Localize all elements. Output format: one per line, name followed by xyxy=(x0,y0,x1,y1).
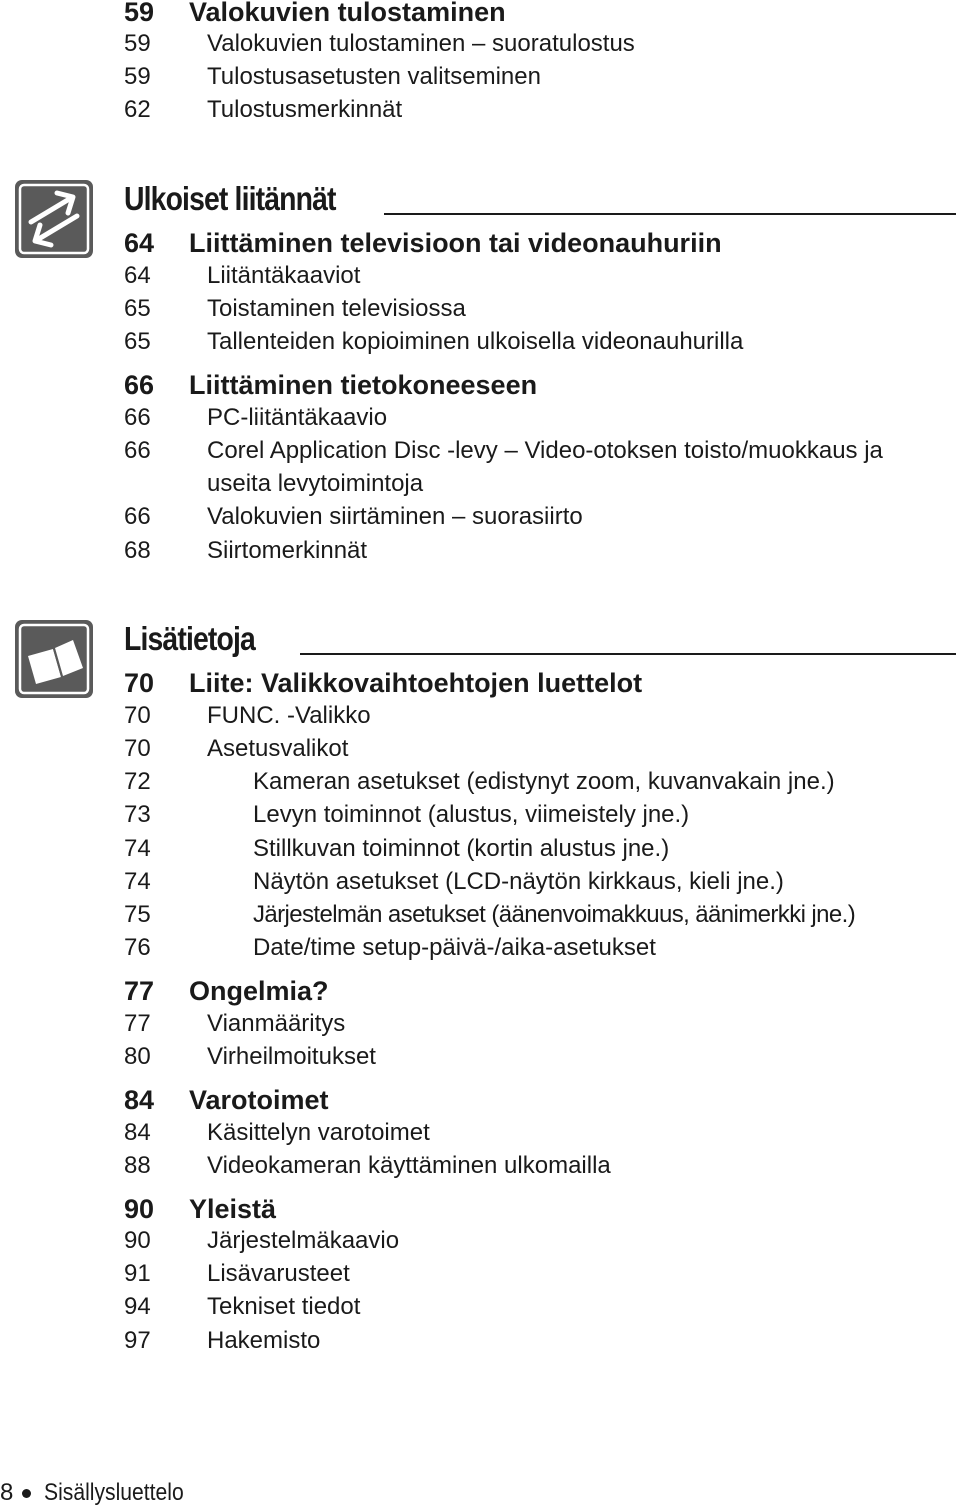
item-title: Näytön asetukset (LCD-näytön kirkkaus, kieli jne.) xyxy=(253,868,784,895)
open-book-icon xyxy=(13,618,95,700)
page-number: 65 xyxy=(124,295,151,322)
item-title: Hakemisto xyxy=(207,1327,321,1354)
item-title: Valokuvien siirtäminen – suorasiirto xyxy=(207,503,583,530)
page-number: 59 xyxy=(124,0,155,27)
item-title: PC-liitäntäkaavio xyxy=(207,404,388,431)
section-rule xyxy=(300,653,956,655)
section-title-external: Ulkoiset liitännät xyxy=(124,180,336,217)
page-number: 84 xyxy=(124,1085,155,1115)
item-title: Järjestelmäkaavio xyxy=(207,1227,400,1254)
page-number: 80 xyxy=(124,1043,151,1070)
page-number: 62 xyxy=(124,96,151,123)
item-title: Toistaminen televisiossa xyxy=(207,295,466,322)
heading-title: Varotoimet xyxy=(189,1085,329,1115)
item-title: Asetusvalikot xyxy=(207,735,349,762)
page-number: 77 xyxy=(124,976,155,1006)
item-title: Tulostusmerkinnät xyxy=(207,96,403,123)
section-title-info: Lisätietoja xyxy=(124,620,255,657)
page-number: 84 xyxy=(124,1119,151,1146)
heading-title: Liittäminen televisioon tai videonauhuriin xyxy=(189,228,722,258)
heading-title: Valokuvien tulostaminen xyxy=(189,0,506,27)
item-title: Virheilmoitukset xyxy=(207,1043,376,1070)
page-number: 68 xyxy=(124,537,151,564)
page-number: 74 xyxy=(124,835,151,862)
page-number: 70 xyxy=(124,702,151,729)
page-number: 59 xyxy=(124,63,151,90)
page-number: 59 xyxy=(124,30,151,57)
page-number: 76 xyxy=(124,934,151,961)
heading-title: Liittäminen tietokoneeseen xyxy=(189,370,538,400)
heading-title: Ongelmia? xyxy=(189,976,329,1006)
item-title: Järjestelmän asetukset (äänenvoimakkuus, äänimerkki jne.) xyxy=(253,901,856,928)
item-title: Stillkuvan toiminnot (kortin alustus jne.) xyxy=(253,835,670,862)
page-number: 90 xyxy=(124,1227,151,1254)
page-number: 66 xyxy=(124,503,151,530)
item-title: Valokuvien tulostaminen – suoratulostus xyxy=(207,30,635,57)
page-number: 77 xyxy=(124,1010,151,1037)
item-title: Lisävarusteet xyxy=(207,1260,350,1287)
page-number: 88 xyxy=(124,1152,151,1179)
item-title: Kameran asetukset (edistynyt zoom, kuvanvakain jne.) xyxy=(253,768,835,795)
item-title: Liitäntäkaaviot xyxy=(207,262,361,289)
page-number: 64 xyxy=(124,228,155,258)
footer-page-number: 8 xyxy=(0,1479,14,1506)
item-title: Date/time setup-päivä-/aika-asetukset xyxy=(253,934,656,961)
heading-title: Liite: Valikkovaihtoehtojen luettelot xyxy=(189,668,643,698)
heading-title: Yleistä xyxy=(189,1194,277,1224)
page-number: 90 xyxy=(124,1194,155,1224)
footer-label: Sisällysluettelo xyxy=(44,1479,184,1506)
bullet-icon xyxy=(22,1489,31,1498)
item-title: Vianmääritys xyxy=(207,1010,346,1037)
item-title: Corel Application Disc -levy – Video-otoksen toisto/muokkaus ja useita levytoimintoja xyxy=(207,437,883,497)
page-number: 65 xyxy=(124,328,151,355)
page-number: 74 xyxy=(124,868,151,895)
page-number: 70 xyxy=(124,668,155,698)
page-number: 73 xyxy=(124,801,151,828)
arrows-swap-icon xyxy=(13,178,95,260)
section-rule xyxy=(384,213,956,215)
page-number: 70 xyxy=(124,735,151,762)
page-number: 75 xyxy=(124,901,151,928)
item-title: FUNC. -Valikko xyxy=(207,702,371,729)
page-number: 97 xyxy=(124,1327,151,1354)
item-title: Levyn toiminnot (alustus, viimeistely jne.) xyxy=(253,801,690,828)
page-number: 64 xyxy=(124,262,151,289)
page-number: 66 xyxy=(124,437,151,464)
item-title: Videokameran käyttäminen ulkomailla xyxy=(207,1152,611,1179)
item-title: Tekniset tiedot xyxy=(207,1293,361,1320)
page-number: 66 xyxy=(124,404,151,431)
item-title: Tallenteiden kopioiminen ulkoisella videonauhurilla xyxy=(207,328,744,355)
page-number: 72 xyxy=(124,768,151,795)
page-number: 94 xyxy=(124,1293,151,1320)
item-title: Siirtomerkinnät xyxy=(207,537,368,564)
page-number: 66 xyxy=(124,370,155,400)
item-title: Tulostusasetusten valitseminen xyxy=(207,63,541,90)
page-number: 91 xyxy=(124,1260,151,1287)
item-title: Käsittelyn varotoimet xyxy=(207,1119,430,1146)
